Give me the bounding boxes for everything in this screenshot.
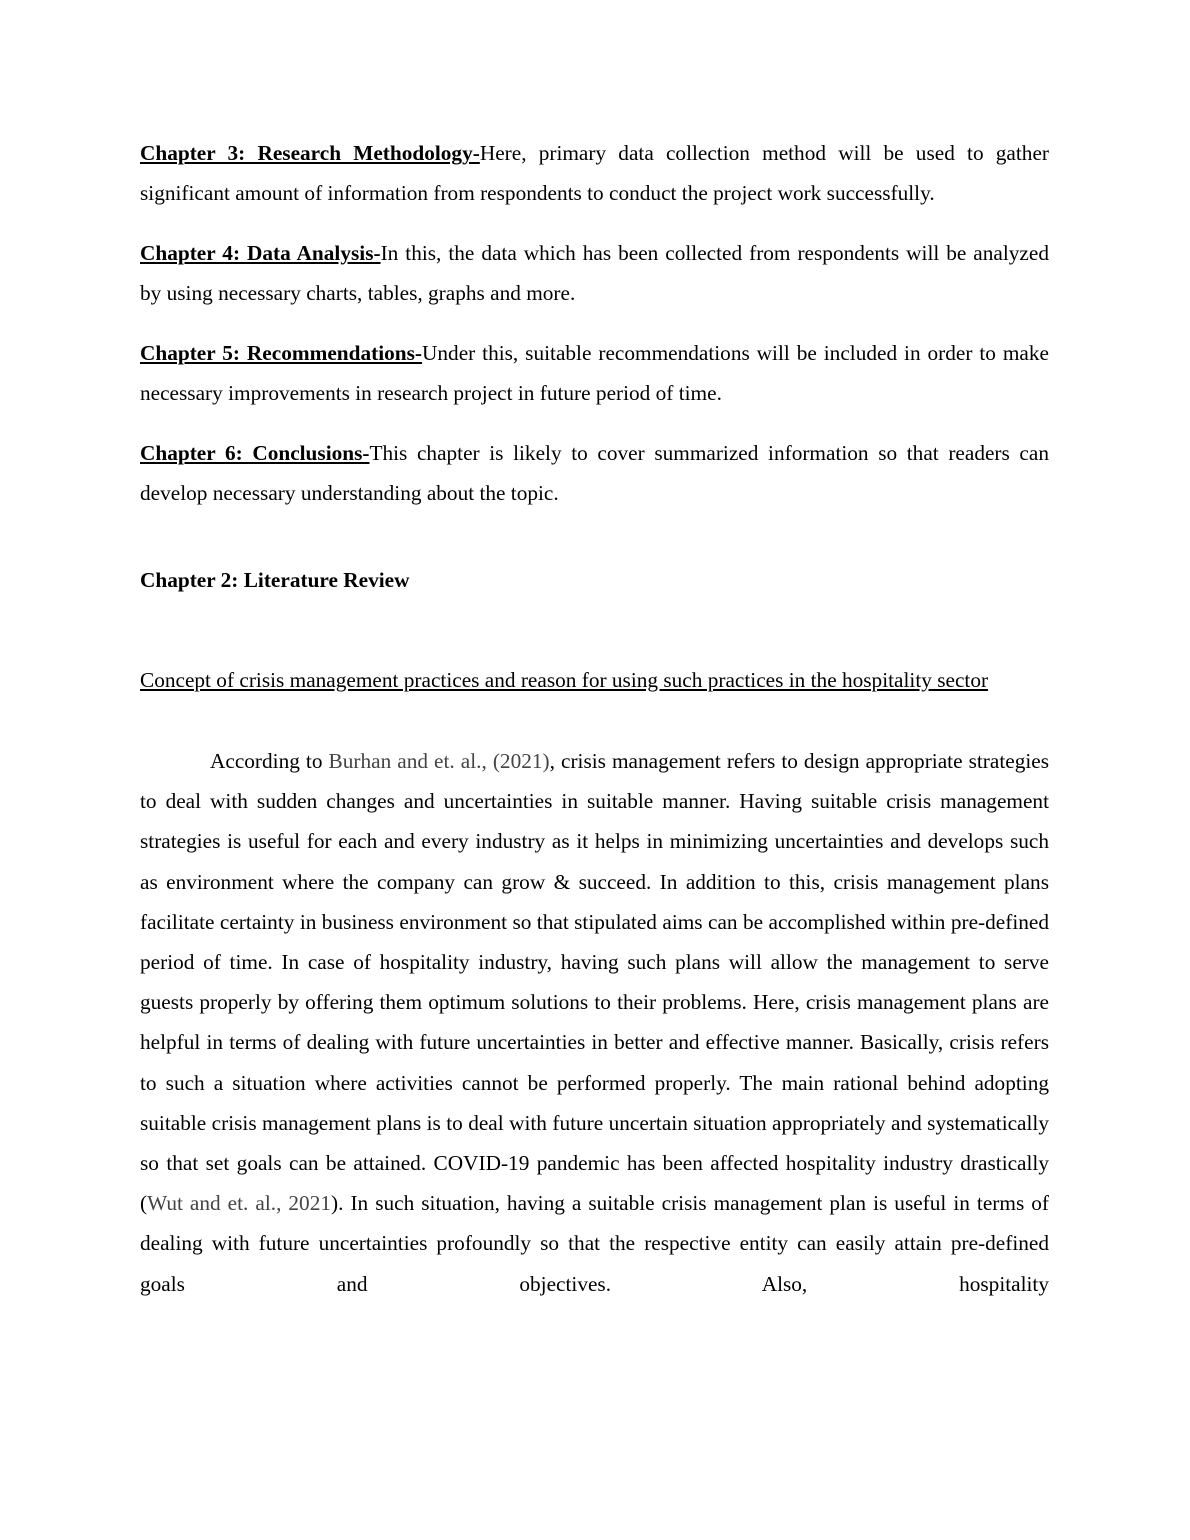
chapter-5-text: Under this, suitable recommendations will be included in order to make necessary improvements in research project in future period of time. bbox=[140, 341, 1049, 406]
chapter-4-text: In this, the data which has been collected from respondents will be analyzed by using necessary charts, tables, graphs and more. bbox=[140, 241, 1049, 306]
chapter-5-paragraph bbox=[140, 333, 1049, 413]
body-intro: According to bbox=[210, 749, 329, 773]
literature-review-title: Chapter 2: Literature Review bbox=[140, 568, 410, 592]
chapter-4-heading: Chapter 4: Data Analysis- bbox=[140, 241, 381, 265]
chapter-5-heading: Chapter 5: Recommendations- bbox=[140, 341, 423, 365]
chapter-3-heading: Chapter 3: Research Methodology- bbox=[140, 141, 480, 165]
citation-burhan: Burhan and et. al., (2021) bbox=[328, 749, 550, 773]
chapter-4-paragraph bbox=[140, 233, 1049, 313]
body-part-2: , crisis management refers to design appropriate strategies to deal with sudden changes and uncertainties in suitable manner. Having suitable crisis management strategies is useful for each and every industry as it helps in minimizing uncertainties and develops such as environment where the company can grow & succeed. In addition to this, crisis management plans facilitate certainty in business environment so that stipulated aims can be accomplished within pre-defined period of time. In case of hospitality industry, having such plans will allow the management to serve guests properly by offering them optimum solutions to their problems. Here, crisis management plans are helpful in terms of dealing with future uncertainties in better and effective manner. Basically, crisis refers to such a situation where activities cannot be performed properly. The main rational behind adopting suitable crisis management plans is to deal with future uncertain situation appropriately and systematically so that set goals can be attained. COVID-19 pandemic has been affected hospitality industry drastically ( bbox=[140, 749, 1049, 1216]
chapter-3-text: Here, primary data collection method will be used to gather significant amount of information from respondents to conduct the project work successfully. bbox=[140, 141, 1049, 206]
chapter-6-text: This chapter is likely to cover summarized information so that readers can develop necessary understanding about the topic. bbox=[140, 441, 1049, 506]
citation-wut: Wut and et. al., 2021 bbox=[147, 1191, 332, 1216]
chapter-3-paragraph bbox=[140, 133, 1049, 213]
chapter-6-paragraph bbox=[140, 433, 1049, 513]
body-part-3: ). In such situation, having a suitable crisis management plan is useful in terms of dealing with future uncertainties profoundly so that the respective entity can easily attain pre-defined goals and objectives. Also, hospitality bbox=[140, 1191, 1049, 1296]
chapter-6-heading: Chapter 6: Conclusions- bbox=[140, 441, 370, 465]
literature-review-body bbox=[140, 741, 1049, 1304]
literature-review-subheading: Concept of crisis management practices and reason for using such practices in the hospitality sector bbox=[140, 668, 989, 692]
